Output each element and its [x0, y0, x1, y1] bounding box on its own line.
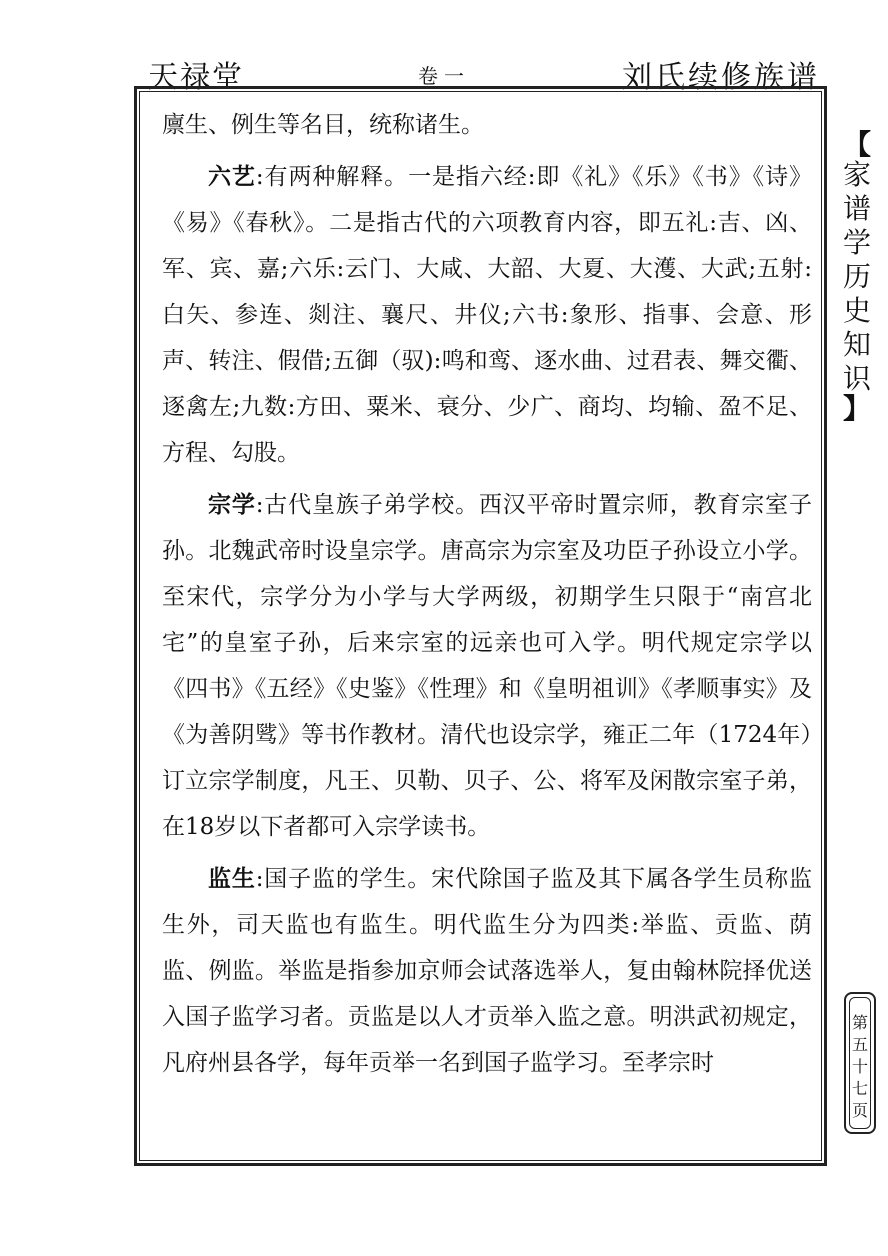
- paragraph-liuyi: [162, 154, 812, 476]
- side-tab-char: 知: [842, 328, 871, 361]
- side-tab-char: 历: [842, 260, 871, 293]
- paragraph-term: 六艺: [208, 163, 256, 190]
- paragraph-text: 廪生、例生等名目，统称诸生。: [162, 112, 484, 138]
- paragraph-term: 监生: [208, 865, 256, 892]
- body-text: [162, 102, 812, 1092]
- paragraph-zongxue: [162, 482, 812, 850]
- paragraph-term: 宗学: [208, 491, 256, 518]
- paragraph-1: [162, 102, 812, 148]
- page-number-char: 七: [851, 1079, 868, 1098]
- page-number-char: 五: [851, 1035, 868, 1054]
- side-tab-char: 家: [842, 158, 871, 191]
- header-book-title: 刘氏续修族谱: [622, 60, 820, 95]
- paragraph-text: :国子监的学生。宋代除国子监及其下属各学生员称监生外，司天监也有监生。明代监生分为四类:举监、贡监、荫监、例监。举监是指参加京师会试落选举人，复由翰林院择优送入国子监学习者。贡监是以人才贡举入监之意。明洪武初规定，凡府州县各学，每年贡举一名到国子监学习。至孝宗时: [162, 866, 813, 1076]
- page-number-char: 十: [851, 1057, 868, 1076]
- page-number-char: 页: [851, 1101, 868, 1120]
- page-number-label: [849, 997, 871, 1129]
- paragraph-text: :古代皇族子弟学校。西汉平帝时置宗师，教育宗室子孙。北魏武帝时设皇宗学。唐高宗为宗室及功臣子孙设立小学。至宋代，宗学分为小学与大学两级，初期学生只限于“南宫北宅”的皇室子孙，后来宗室的远亲也可入学。明代规定宗学以《四书》《五经》《史鉴》《性理》和《皇明祖训》《孝顺事实》及《为善阴骘》等书作教材。清代也设宗学，雍正二年（1724年）订立宗学制度，凡王、贝勒、贝子、公、将军及闲散宗室子弟，在18岁以下者都可入宗学读书。: [162, 492, 813, 840]
- side-tab-close-bracket: 】: [842, 392, 871, 425]
- header-hall-name: 天禄堂: [148, 60, 244, 95]
- side-tab-open-bracket: 【: [842, 128, 871, 161]
- paragraph-jiansheng: [162, 856, 812, 1086]
- side-tab-char: 谱: [842, 192, 871, 225]
- page-number-char: 第: [851, 1013, 868, 1032]
- section-side-tab: [838, 128, 876, 425]
- page-number-tab: [844, 992, 876, 1134]
- header-volume: 卷一: [418, 64, 470, 88]
- side-tab-char: 学: [842, 226, 871, 259]
- side-tab-char: 史: [842, 294, 871, 327]
- side-tab-char: 识: [842, 362, 871, 395]
- paragraph-text: :有两种解释。一是指六经:即《礼》《乐》《书》《诗》《易》《春秋》。二是指古代的六项教育内容，即五礼:吉、凶、军、宾、嘉;六乐:云门、大咸、大韶、大夏、大濩、大武;五射:白矢、参连、剡注、襄尺、井仪;六书:象形、指事、会意、形声、转注、假借;五御（驭):鸣和鸾、逐水曲、过君表、舞交衢、逐禽左;九数:方田、粟米、衰分、少广、商均、均输、盈不足、方程、勾股。: [162, 164, 813, 466]
